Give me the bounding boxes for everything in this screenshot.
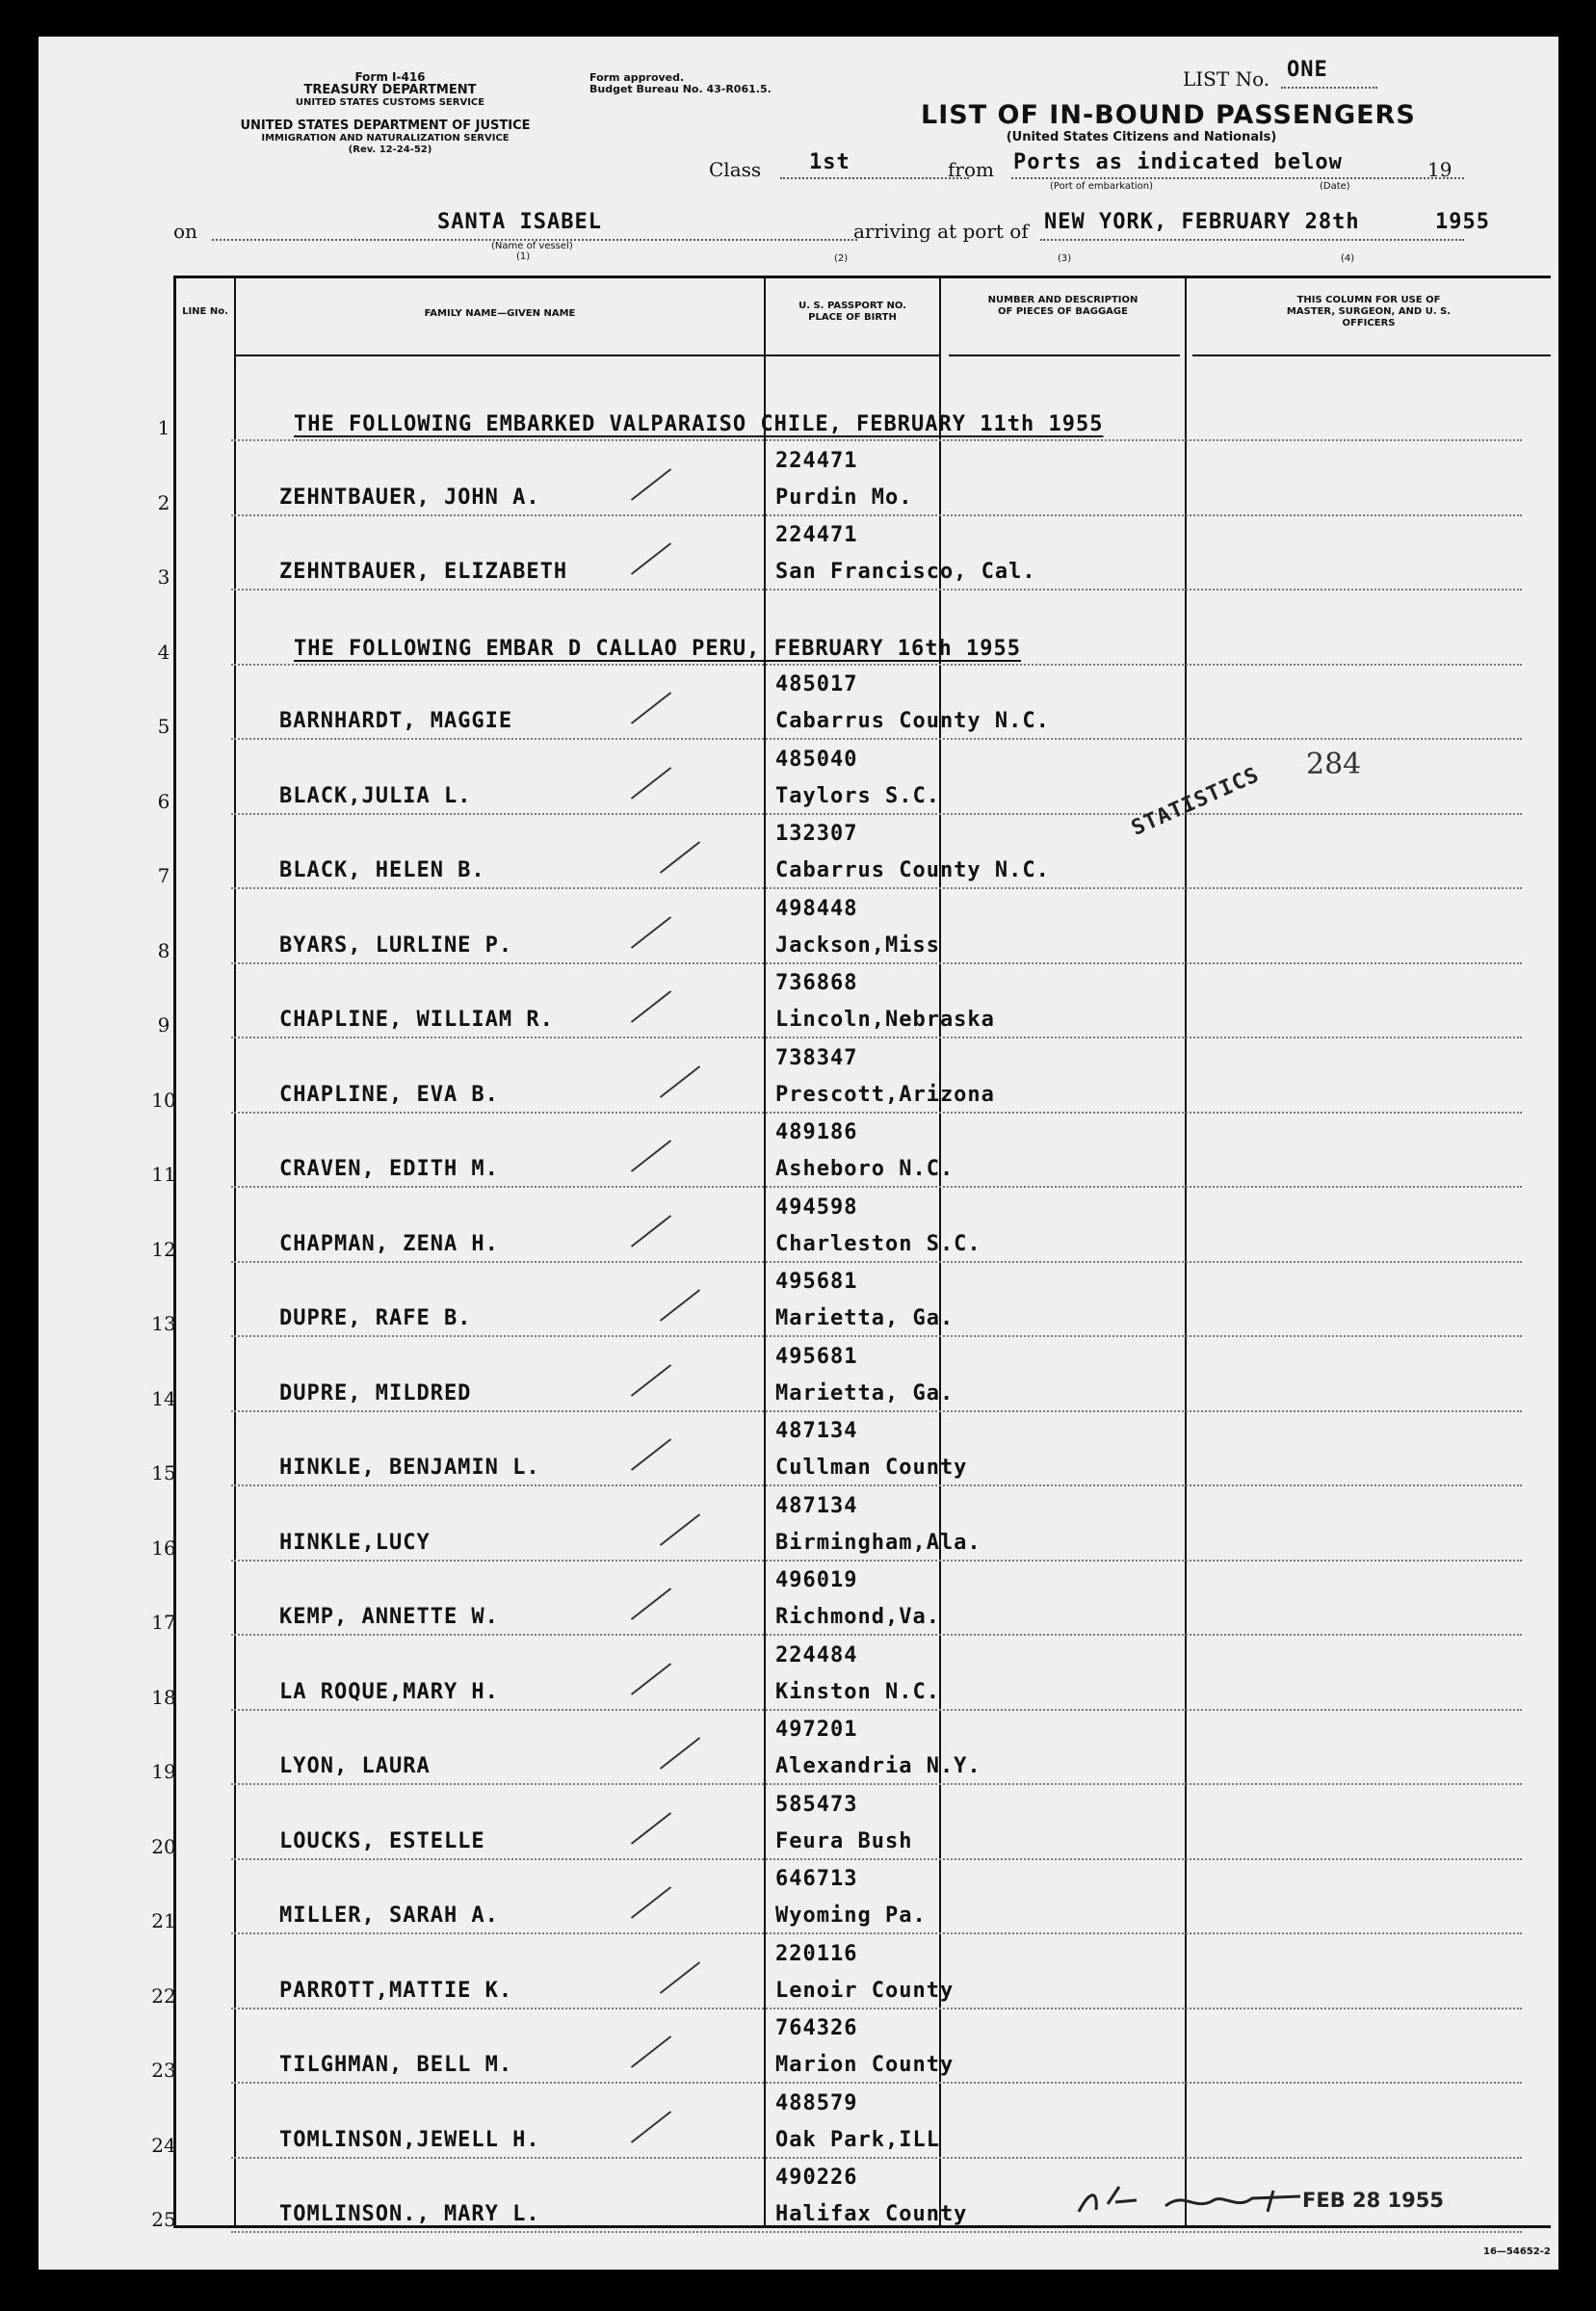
- passport-number: 487134: [775, 1419, 858, 1443]
- line-number: 21: [151, 1909, 176, 1932]
- passport-number: 487134: [775, 1493, 858, 1518]
- place-of-birth: Cabarrus County N.C.: [775, 709, 1050, 733]
- passenger-name: LYON, LAURA: [279, 1754, 431, 1778]
- check-mark-icon: [631, 916, 671, 949]
- header-underline: [1192, 355, 1551, 356]
- place-of-birth: Marietta, Ga.: [775, 1380, 955, 1405]
- check-mark-icon: [631, 692, 671, 724]
- arriving-label: arriving at port of: [853, 220, 1029, 243]
- class-value: 1st: [809, 150, 850, 174]
- check-mark-icon: [631, 1438, 671, 1471]
- embarkation-section-heading: THE FOLLOWING EMBAR D CALLAO PERU, FEBRUARY 16th 1955: [294, 636, 1021, 661]
- passport-number: 485017: [775, 672, 858, 696]
- check-mark-icon: [631, 1364, 671, 1397]
- row-dotted-line: [231, 664, 1522, 666]
- check-mark-icon: [660, 841, 700, 874]
- row-dotted-line: [231, 1634, 1522, 1636]
- place-of-birth: Richmond,Va.: [775, 1605, 940, 1629]
- arrival-port-date: NEW YORK, FEBRUARY 28th: [1044, 210, 1360, 234]
- check-mark-icon: [631, 542, 671, 575]
- check-mark-icon: [631, 1663, 671, 1695]
- place-of-birth: Purdin Mo.: [775, 485, 913, 510]
- place-of-birth: Taylors S.C.: [775, 783, 940, 808]
- passenger-name: DUPRE, MILDRED: [279, 1380, 472, 1405]
- passenger-name: TOMLINSON,JEWELL H.: [279, 2127, 540, 2152]
- passenger-name: BYARS, LURLINE P.: [279, 932, 513, 958]
- passenger-name: CRAVEN, EDITH M.: [279, 1157, 499, 1181]
- passenger-name: ZEHNTBAUER, ELIZABETH: [279, 560, 568, 584]
- check-mark-icon: [660, 1065, 700, 1098]
- vessel-name: SANTA ISABEL: [437, 210, 602, 234]
- row-dotted-line: [231, 1410, 1522, 1412]
- passport-number: 490226: [775, 2166, 858, 2190]
- passenger-name: KEMP, ANNETTE W.: [279, 1605, 499, 1629]
- passenger-name: BARNHARDT, MAGGIE: [279, 709, 513, 733]
- table-top-border: [173, 276, 1551, 278]
- officer-note: 284: [1306, 748, 1362, 781]
- passport-number: 646713: [775, 1867, 858, 1891]
- from-label: from: [948, 158, 994, 181]
- place-of-birth: San Francisco, Cal.: [775, 560, 1036, 584]
- line-number: 2: [157, 490, 170, 514]
- port-of-embarkation-caption: (Port of embarkation): [1050, 181, 1154, 192]
- row-dotted-line: [231, 2157, 1522, 2159]
- row-dotted-line: [231, 2231, 1522, 2233]
- place-of-birth: Oak Park,ILL: [775, 2127, 940, 2152]
- place-of-birth: Cullman County: [775, 1456, 968, 1480]
- passport-number: 220116: [775, 1941, 858, 1966]
- class-label: Class: [709, 158, 762, 181]
- form-approved: Form approved.: [589, 71, 685, 84]
- passenger-name: CHAPMAN, ZENA H.: [279, 1231, 499, 1256]
- row-dotted-line: [231, 1932, 1522, 1934]
- check-mark-icon: [660, 1961, 700, 1994]
- form-title: LIST OF IN-BOUND PASSENGERS: [921, 100, 1416, 130]
- passenger-name: TOMLINSON., MARY L.: [279, 2202, 540, 2226]
- place-of-birth: Birmingham,Ala.: [775, 1530, 981, 1555]
- row-dotted-line: [231, 1560, 1522, 1562]
- line-number: 17: [151, 1611, 176, 1634]
- list-no-line: [1281, 87, 1377, 89]
- form-subtitle: (United States Citizens and Nationals): [1006, 130, 1277, 144]
- row-dotted-line: [231, 813, 1522, 815]
- class-line: [780, 177, 969, 179]
- line-number: 10: [151, 1088, 176, 1112]
- from-line: [1011, 177, 1464, 179]
- passport-number: 488579: [775, 2090, 858, 2115]
- list-no-value: ONE: [1287, 58, 1328, 82]
- line-number: 9: [157, 1013, 170, 1037]
- place-of-birth: Asheboro N.C.: [775, 1157, 955, 1181]
- immigration-service: IMMIGRATION AND NATURALIZATION SERVICE: [261, 133, 510, 144]
- row-dotted-line: [231, 1709, 1522, 1711]
- col-header-officers: THIS COLUMN FOR USE OF MASTER, SURGEON, AND U. S. OFFICERS: [1286, 295, 1452, 328]
- place-of-birth: Wyoming Pa.: [775, 1904, 927, 1928]
- col-header-baggage: NUMBER AND DESCRIPTION OF PIECES OF BAGGAGE: [987, 295, 1138, 317]
- passport-number: 224471: [775, 523, 858, 547]
- line-number: 5: [157, 715, 170, 738]
- header-underline: [236, 355, 764, 356]
- check-mark-icon: [660, 1289, 700, 1322]
- check-mark-icon: [631, 1140, 671, 1172]
- passenger-name: MILLER, SARAH A.: [279, 1904, 499, 1928]
- place-of-birth: Feura Bush: [775, 1828, 913, 1853]
- row-dotted-line: [231, 962, 1522, 964]
- col2-num: (2): [834, 253, 849, 264]
- embarkation-section-heading: THE FOLLOWING EMBARKED VALPARAISO CHILE, FEBRUARY 11th 1955: [294, 412, 1104, 436]
- passenger-manifest-sheet: [39, 37, 1558, 2270]
- line-number: 16: [151, 1536, 176, 1560]
- passenger-name: LOUCKS, ESTELLE: [279, 1828, 485, 1853]
- row-dotted-line: [231, 2008, 1522, 2009]
- check-mark-icon: [631, 2111, 671, 2143]
- col4-num: (4): [1341, 253, 1355, 264]
- footer-code: 16—54652-2: [1483, 2246, 1551, 2257]
- check-mark-icon: [631, 990, 671, 1023]
- arrival-year: 1955: [1435, 210, 1490, 234]
- line-number: 3: [157, 565, 170, 589]
- line-number: 25: [151, 2208, 176, 2231]
- row-dotted-line: [231, 1335, 1522, 1337]
- passport-number: 489186: [775, 1120, 858, 1144]
- row-dotted-line: [231, 439, 1522, 441]
- check-mark-icon: [631, 2035, 671, 2068]
- line-number: 7: [157, 864, 170, 887]
- row-dotted-line: [231, 1186, 1522, 1188]
- passenger-name: ZEHNTBAUER, JOHN A.: [279, 485, 540, 510]
- passport-number: 485040: [775, 747, 858, 772]
- year-prefix: 19: [1427, 158, 1452, 181]
- place-of-birth: Marion County: [775, 2053, 955, 2077]
- passport-number: 496019: [775, 1568, 858, 1592]
- passport-number: 495681: [775, 1270, 858, 1294]
- row-dotted-line: [231, 514, 1522, 516]
- statistics-stamp: STATISTICS: [1128, 763, 1264, 841]
- row-dotted-line: [231, 1484, 1522, 1486]
- row-dotted-line: [231, 887, 1522, 889]
- row-dotted-line: [231, 738, 1522, 740]
- line-number: 19: [151, 1760, 176, 1783]
- treasury-dept: TREASURY DEPARTMENT: [303, 83, 477, 97]
- place-of-birth: Alexandria N.Y.: [775, 1754, 981, 1778]
- passport-number: 736868: [775, 971, 858, 995]
- passport-number: 495681: [775, 1344, 858, 1369]
- line-number: 8: [157, 938, 170, 962]
- line-number: 24: [151, 2133, 176, 2157]
- line-no-divider: [234, 276, 236, 2227]
- passport-number: 498448: [775, 896, 858, 921]
- header-underline: [766, 355, 939, 356]
- passenger-name: CHAPLINE, EVA B.: [279, 1082, 499, 1107]
- header-underline: [949, 355, 1180, 356]
- check-mark-icon: [631, 1886, 671, 1919]
- place-of-birth: Kinston N.C.: [775, 1679, 940, 1704]
- line-number: 22: [151, 1983, 176, 2008]
- passenger-name: LA ROQUE,MARY H.: [279, 1679, 499, 1704]
- row-dotted-line: [231, 1037, 1522, 1038]
- form-number: Form I-416: [354, 70, 426, 84]
- on-label: on: [173, 220, 197, 243]
- form-revision: (Rev. 12-24-52): [348, 144, 432, 155]
- list-no-label: LIST No.: [1183, 67, 1270, 91]
- justice-dept: UNITED STATES DEPARTMENT OF JUSTICE: [240, 118, 531, 133]
- from-value: Ports as indicated below: [1013, 150, 1343, 174]
- col-header-name: FAMILY NAME—GIVEN NAME: [424, 308, 576, 319]
- passenger-name: CHAPLINE, WILLIAM R.: [279, 1008, 554, 1032]
- col-header-passport: U. S. PASSPORT NO. PLACE OF BIRTH: [798, 301, 906, 323]
- row-dotted-line: [231, 1261, 1522, 1263]
- row-dotted-line: [231, 589, 1522, 591]
- passport-number: 497201: [775, 1718, 858, 1742]
- row-dotted-line: [231, 2082, 1522, 2084]
- line-number: 6: [157, 789, 170, 813]
- place-of-birth: Cabarrus County N.C.: [775, 858, 1050, 882]
- passenger-name: TILGHMAN, BELL M.: [279, 2053, 513, 2077]
- passenger-name: PARROTT,MATTIE K.: [279, 1978, 513, 2003]
- passport-number: 224484: [775, 1642, 858, 1668]
- passenger-name: DUPRE, RAFE B.: [279, 1306, 472, 1330]
- line-number: 13: [151, 1312, 176, 1335]
- passport-number: 585473: [775, 1792, 858, 1817]
- place-of-birth: Jackson,Miss: [775, 932, 940, 958]
- row-dotted-line: [231, 1112, 1522, 1114]
- line-number: 1: [157, 416, 170, 439]
- passenger-name: HINKLE,LUCY: [279, 1530, 431, 1555]
- row-dotted-line: [231, 1783, 1522, 1785]
- place-of-birth: Halifax County: [775, 2202, 968, 2226]
- line-number: 4: [157, 640, 170, 664]
- check-mark-icon: [631, 1588, 671, 1620]
- line-number: 14: [151, 1386, 176, 1410]
- baggage-divider: [1185, 276, 1187, 2227]
- place-of-birth: Charleston S.C.: [775, 1231, 981, 1256]
- check-mark-icon: [631, 468, 671, 501]
- date-caption: (Date): [1320, 181, 1350, 192]
- check-mark-icon: [631, 767, 671, 800]
- passport-number: 738347: [775, 1045, 858, 1070]
- place-of-birth: Prescott,Arizona: [775, 1082, 995, 1107]
- row-dotted-line: [231, 1858, 1522, 1860]
- arrival-line: [1040, 239, 1464, 241]
- signature-date: FEB 28 1955: [1302, 2189, 1444, 2212]
- check-mark-icon: [631, 1215, 671, 1247]
- line-number: 11: [151, 1163, 176, 1186]
- passport-number: 224471: [775, 448, 858, 473]
- line-number: 12: [151, 1237, 176, 1261]
- place-of-birth: Lincoln,Nebraska: [775, 1008, 995, 1032]
- col-header-line-no: LINE No.: [182, 306, 228, 317]
- line-number: 20: [151, 1834, 176, 1858]
- vessel-caption-num: (1): [516, 251, 531, 262]
- passenger-name: BLACK, HELEN B.: [279, 858, 485, 882]
- check-mark-icon: [660, 1513, 700, 1546]
- passenger-name: BLACK,JULIA L.: [279, 783, 472, 808]
- passport-number: 132307: [775, 822, 858, 846]
- passport-number: 494598: [775, 1195, 858, 1220]
- customs-service: UNITED STATES CUSTOMS SERVICE: [295, 97, 485, 108]
- check-mark-icon: [660, 1737, 700, 1770]
- check-mark-icon: [631, 1812, 671, 1845]
- line-number: 23: [151, 2059, 176, 2082]
- place-of-birth: Lenoir County: [775, 1978, 955, 2003]
- line-number: 15: [151, 1461, 176, 1484]
- vessel-caption: (Name of vessel): [491, 241, 573, 251]
- budget-bureau-no: Budget Bureau No. 43-R061.5.: [589, 83, 772, 95]
- passenger-name: HINKLE, BENJAMIN L.: [279, 1456, 540, 1480]
- passport-number: 764326: [775, 2016, 858, 2040]
- col3-num: (3): [1058, 253, 1072, 264]
- line-number: 18: [151, 1685, 176, 1709]
- place-of-birth: Marietta, Ga.: [775, 1306, 955, 1330]
- name-divider: [764, 276, 766, 2227]
